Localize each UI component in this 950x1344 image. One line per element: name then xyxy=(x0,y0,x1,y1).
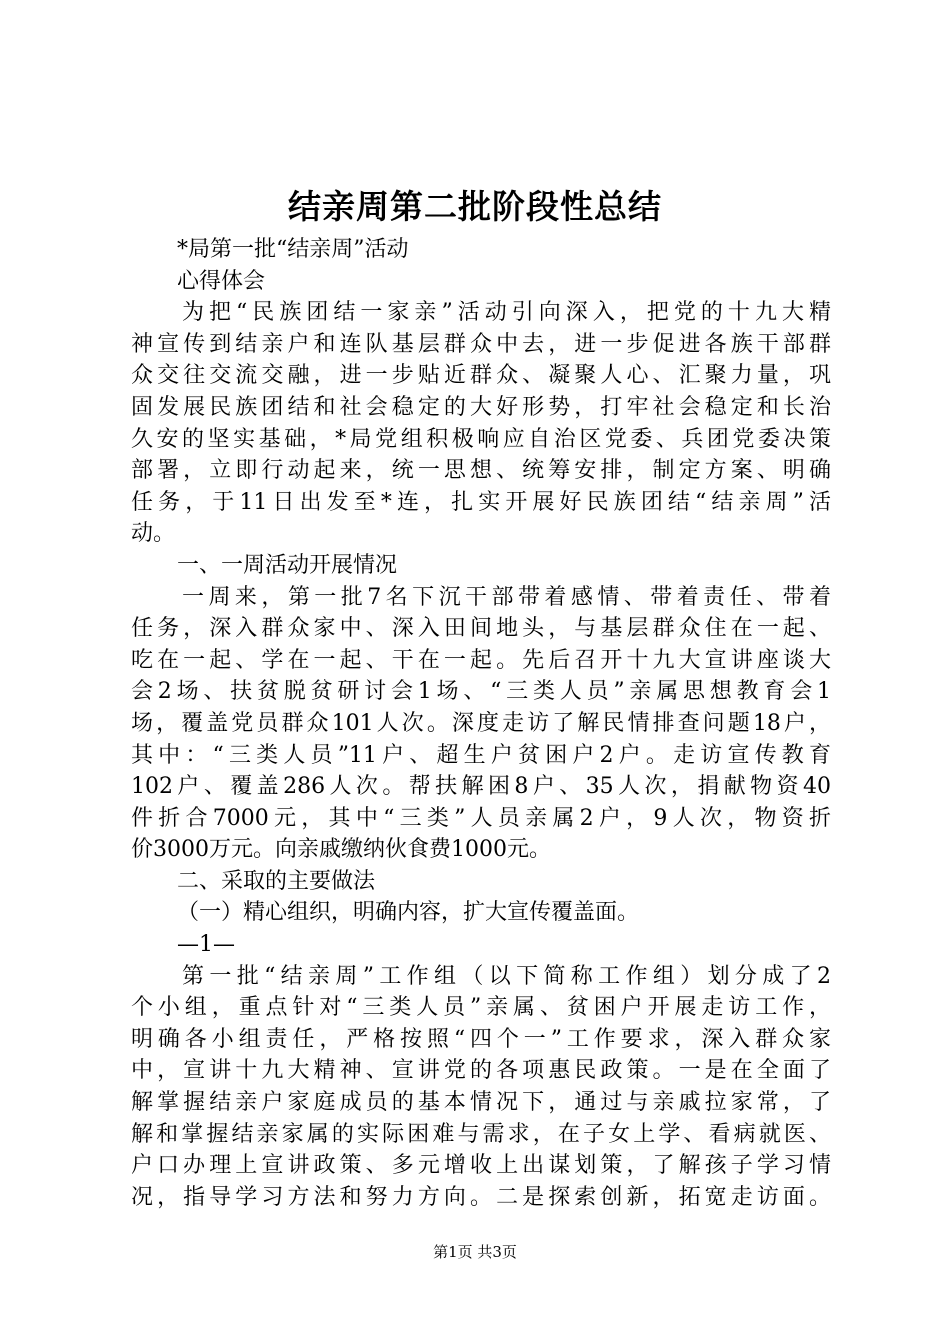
text-line: 价3000万元。向亲戚缴纳伙食费1000元。 xyxy=(131,837,551,863)
text-line: 动。 xyxy=(131,521,176,547)
text-line: 任务，于11日出发至*连，扎实开展好民族团结“结亲周”活 xyxy=(131,489,831,515)
text-line: 一周来，第一批7名下沉干部带着感情、带着责任、带着 xyxy=(182,584,831,610)
text-line: 解掌握结亲户家庭成员的基本情况下，通过与亲戚拉家常，了 xyxy=(131,1090,831,1116)
text-line: 久安的坚实基础，*局党组积极响应自治区党委、兵团党委决策 xyxy=(131,426,831,452)
text-line: 件折合7000元，其中“三类”人员亲属2户，9人次，物资折 xyxy=(131,805,831,831)
page-footer: 第1页 共3页 xyxy=(433,1243,517,1261)
text-line: 二、采取的主要做法 xyxy=(177,868,376,894)
text-line: 中，宣讲十九大精神、宣讲党的各项惠民政策。一是在全面了 xyxy=(131,1058,831,1084)
text-line: 任务，深入群众家中、深入田间地头，与基层群众住在一起、 xyxy=(131,616,831,642)
text-line: 102户、覆盖286人次。帮扶解困8户、35人次，捐献物资40 xyxy=(131,774,831,800)
text-line: 个小组，重点针对“三类人员”亲属、贫困户开展走访工作， xyxy=(131,995,831,1021)
text-line: 吃在一起、学在一起、干在一起。先后召开十九大宣讲座谈大 xyxy=(131,647,831,673)
text-line: 明确各小组责任，严格按照“四个一”工作要求，深入群众家 xyxy=(131,1026,831,1052)
text-line: —1— xyxy=(177,932,235,958)
text-line: 部署，立即行动起来，统一思想、统筹安排，制定方案、明确 xyxy=(131,458,831,484)
text-line: 神宣传到结亲户和连队基层群众中去，进一步促进各族干部群 xyxy=(131,331,831,357)
text-line: 其中：“三类人员”11户、超生户贫困户2户。走访宣传教育 xyxy=(131,742,831,768)
document-title: 结亲周第二批阶段性总结 xyxy=(288,187,662,226)
text-line: 解和掌握结亲家属的实际困难与需求，在子女上学、看病就医、 xyxy=(131,1121,831,1147)
text-line: *局第一批“结亲周”活动 xyxy=(177,237,409,262)
text-line: 会2场、扶贫脱贫研讨会1场、“三类人员”亲属思想教育会1 xyxy=(131,679,831,705)
text-line: 况，指导学习方法和努力方向。二是探索创新，拓宽走访面。 xyxy=(131,1184,831,1210)
text-line: （一）精心组织，明确内容，扩大宣传覆盖面。 xyxy=(177,900,640,926)
text-line: 户口办理上宣讲政策、多元增收上出谋划策，了解孩子学习情 xyxy=(131,1153,831,1179)
text-line: 为把“民族团结一家亲”活动引向深入，把党的十九大精 xyxy=(182,300,831,326)
text-line: 场，覆盖党员群众101人次。深度走访了解民情排查问题18户， xyxy=(131,710,831,736)
text-line: 固发展民族团结和社会稳定的大好形势，打牢社会稳定和长治 xyxy=(131,394,831,420)
text-line: 一、一周活动开展情况 xyxy=(177,552,398,578)
document-body xyxy=(131,234,831,1213)
text-line: 心得体会 xyxy=(177,268,266,294)
text-line: 众交往交流交融，进一步贴近群众、凝聚人心、汇聚力量，巩 xyxy=(131,363,831,389)
text-line: 第一批“结亲周”工作组（以下简称工作组）划分成了2 xyxy=(182,963,831,989)
